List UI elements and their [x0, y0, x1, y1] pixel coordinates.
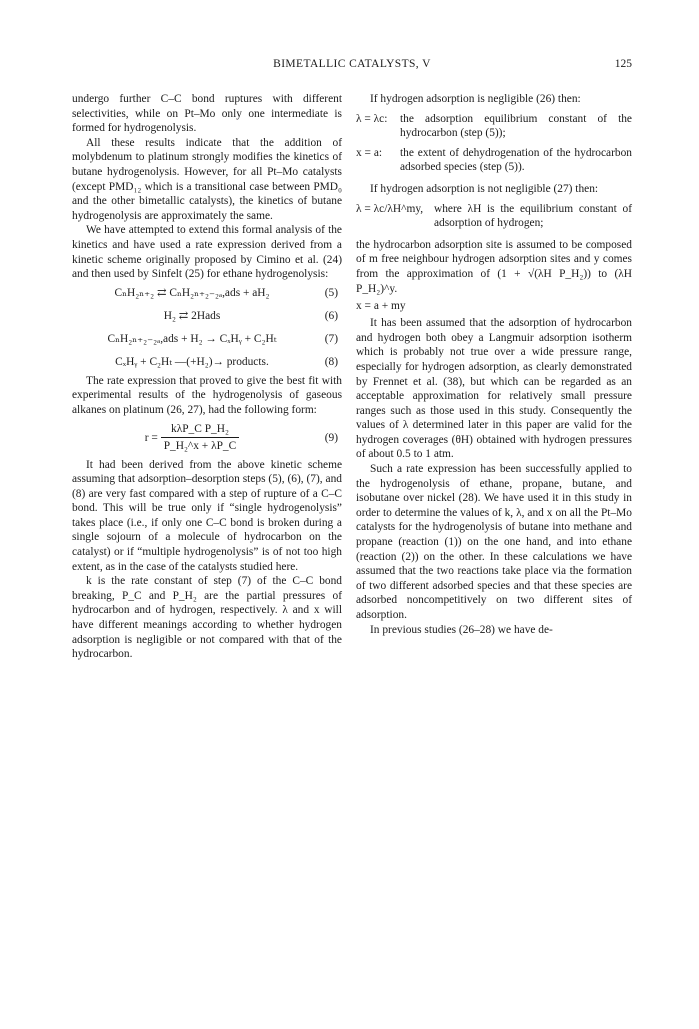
equation-x-relation: [356, 296, 632, 316]
running-title: BIMETALLIC CATALYSTS, V: [273, 58, 431, 70]
right-paragraph-1: If hydrogen adsorption is negligible (26) then:: [370, 93, 581, 105]
equation-7: [72, 328, 342, 351]
equation-6-number: (6): [324, 309, 338, 322]
left-paragraph-1: undergo further C–C bond ruptures with different selectivities, while on Pt–Mo only one intermediate is formed for hydrogenolysis.: [72, 93, 342, 135]
left-paragraph-3: We have attempted to extend this formal analysis of the kinetics and have used a rate expression derived from a kinetic scheme originally proposed by Cimino et al. (24) and then used by Sinfelt (25) for ethane hydrogenolysis:: [72, 224, 342, 281]
equation-9-expression: [72, 418, 312, 458]
spacer: [356, 175, 632, 182]
definition-lambda-c-text: the adsorption equilibrium constant of the hydrocarbon (step (5));: [400, 112, 632, 140]
definition-lambda-ratio: [356, 202, 632, 231]
right-paragraph-2: If hydrogen adsorption is not negligible (27) then:: [370, 182, 599, 195]
definition-x-a: [356, 146, 632, 175]
left-paragraph-6: k is the rate constant of step (7) of the C–C bond breaking, P_C and P_H₂ are the partial pressures of hydrocarbon and of hydrogen, respectively. λ and x will have different meanings according to whether hydrogen adsorption is negligible or not compared with that of the hydrocarbon.: [72, 575, 342, 661]
equation-8-expression: CₓHᵧ + C₂Hₜ —(+H₂)→ products.: [115, 355, 269, 368]
definition-lambda-ratio-text: where λH is the equilibrium constant of adsorption of hydrogen;: [434, 202, 632, 230]
left-paragraph-5: It had been derived from the above kinetic scheme assuming that adsorption–desorption steps (5), (6), (7), and (8) are very fast compared with a step of rupture of a C–C bond. This will be true only if “single hydrogenolysis” takes place (i.e., if only one C–C bond is broken during a single sojourn of a molecule of hydrocarbon on the catalyst) or if “multiple hydrogenolysis” is of not too high extent, as in the case of the catalysts studied here.: [72, 458, 342, 573]
definition-lambda-c: [356, 112, 632, 141]
equation-8: [72, 351, 342, 374]
equation-5: [72, 282, 342, 305]
equation-9-numerator: kλP_C P_H₂: [161, 422, 240, 438]
right-column: [356, 92, 632, 637]
right-paragraph-5: Such a rate expression has been successfully applied to the hydrogenolysis of ethane, propane, butane, and isobutane over nickel (28). We have used it in this study in order to determine the values of k, λ, and x on all the Pt–Mo catalysts for the hydrogenolysis of butane into methane and propane (reaction (1)) on the one hand, and into ethane (reaction (2)) on the other. In these calculations we have assumed that the two reactions take place via the formation of two different adsorbed species and that these species are adsorbed noncompetitively on two different sites of adsorption.: [356, 463, 632, 621]
right-paragraph-6: In previous studies (26–28) we have de-: [370, 623, 553, 636]
equation-7-number: (7): [324, 332, 338, 345]
left-paragraph-4: The rate expression that proved to give the best fit with experimental results of the hydrogenolysis of gaseous alkanes on platinum (26, 27), had the following form:: [72, 374, 342, 416]
equation-9-lhs: r =: [144, 431, 158, 444]
equation-9: [72, 418, 342, 458]
equation-6-expression: H₂ ⇄ 2Hads: [163, 309, 221, 322]
running-header: [72, 58, 632, 74]
definition-x-a-symbol: x = a:: [356, 146, 383, 159]
equation-9-fraction: [161, 422, 240, 453]
left-column: [72, 92, 342, 662]
equation-6: [72, 305, 342, 328]
equation-9-denominator: P_H₂^x + λP_C: [163, 440, 237, 453]
equation-8-number: (8): [324, 355, 338, 368]
definition-x-a-text: the extent of dehydrogenation of the hydrocarbon adsorbed species (step (5)).: [400, 146, 632, 174]
page-number: 125: [614, 58, 632, 70]
equation-5-number: (5): [324, 286, 338, 299]
right-paragraph-3: the hydrocarbon adsorption site is assumed to be composed of m free neighbour hydrogen adsorption sites and y comes from the approximation of (1 + √(λH P_H₂)) to (λH P_H₂)^y.: [356, 238, 632, 295]
definition-lambda-c-symbol: λ = λc:: [356, 112, 388, 125]
equation-9-number: (9): [324, 431, 338, 444]
equation-5-expression: CₙH₂ₙ₊₂ ⇄ CₙH₂ₙ₊₂₋₂ₐ,ads + aH₂: [114, 286, 270, 299]
spacer: [356, 231, 632, 238]
right-paragraph-4: It has been assumed that the adsorption of hydrocarbon and hydrogen both obey a Langmuir adsorption isotherm which is probably not true over a wide pressure range, especially for hydrogen adsorption, as clearly demonstrated by Frennet et al. (38), but which can be regarded as an acceptable approximation for relatively small pressure ranges such as those used in this study. Consequently the values of λ determined later in this paper are valid for the hydrogen coverages (θH) obtained with hydrogen pressures of about 0.5 to 1 atm.: [356, 317, 632, 461]
definition-lambda-ratio-symbol: λ = λc/λH^my,: [356, 202, 424, 215]
equation-7-expression: CₙH₂ₙ₊₂₋₂ₐ,ads + H₂ → CₓHᵧ + C₂Hₜ: [107, 332, 277, 345]
left-paragraph-2: All these results indicate that the addition of molybdenum to platinum strongly modifies the kinetics of butane hydrogenolysis. However, for all Pt–Mo catalysts (except PMD₁₂ which is a transitional case between PMD₀ and the other bimetallic catalysts), the kinetics of butane hydrogenolysis are approximately the same.: [72, 136, 342, 222]
equation-x-relation-expression: x = a + my: [356, 300, 406, 313]
